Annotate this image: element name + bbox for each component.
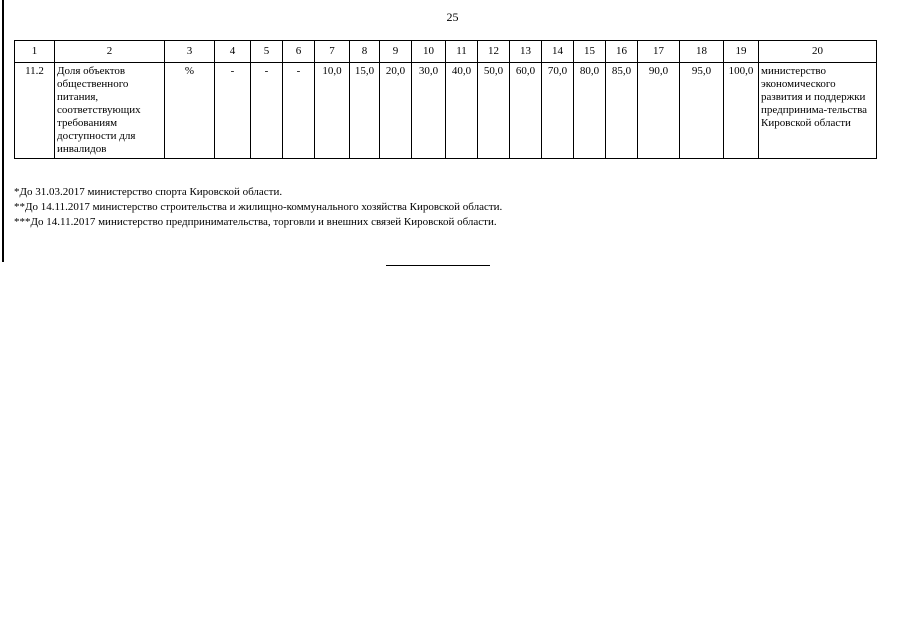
value-cell: 30,0 [412, 63, 446, 159]
value-cell: 50,0 [478, 63, 510, 159]
value-cell: - [251, 63, 283, 159]
value-cell: - [215, 63, 251, 159]
value-cell: 60,0 [510, 63, 542, 159]
header-cell: 2 [55, 41, 165, 63]
header-cell: 14 [542, 41, 574, 63]
header-cell: 5 [251, 41, 283, 63]
value-cell: 100,0 [724, 63, 759, 159]
header-cell: 8 [350, 41, 380, 63]
indicator-name-cell: Доля объектов общественного питания, соответствующих требованиям доступности для инвалидов [55, 63, 165, 159]
header-cell: 16 [606, 41, 638, 63]
indicator-table [14, 40, 877, 159]
footnote: ***До 14.11.2017 министерство предпринимательства, торговли и внешних связей Кировской области. [14, 216, 497, 228]
header-cell: 18 [680, 41, 724, 63]
value-cell: 70,0 [542, 63, 574, 159]
header-cell: 1 [15, 41, 55, 63]
header-cell: 3 [165, 41, 215, 63]
header-cell: 4 [215, 41, 251, 63]
table-header-row [15, 41, 877, 63]
value-cell: 80,0 [574, 63, 606, 159]
header-cell: 11 [446, 41, 478, 63]
header-cell: 19 [724, 41, 759, 63]
responsible-cell: министерство экономического развития и поддержки предпринима-тельства Кировской области [759, 63, 877, 159]
header-cell: 7 [315, 41, 350, 63]
header-cell: 17 [638, 41, 680, 63]
header-cell: 12 [478, 41, 510, 63]
end-divider [386, 265, 490, 266]
footnote: *До 31.03.2017 министерство спорта Кировской области. [14, 186, 283, 198]
page-number: 25 [446, 10, 459, 24]
footnote: **До 14.11.2017 министерство строительства и жилищно-коммунального хозяйства Кировской области. [14, 201, 503, 213]
row-number-cell: 11.2 [15, 63, 55, 159]
header-cell: 10 [412, 41, 446, 63]
value-cell: 90,0 [638, 63, 680, 159]
footnotes [14, 185, 502, 230]
value-cell: 20,0 [380, 63, 412, 159]
value-cell: 10,0 [315, 63, 350, 159]
header-cell: 20 [759, 41, 877, 63]
unit-cell: % [165, 63, 215, 159]
header-cell: 15 [574, 41, 606, 63]
value-cell: 40,0 [446, 63, 478, 159]
value-cell: 85,0 [606, 63, 638, 159]
header-cell: 9 [380, 41, 412, 63]
page-left-border [2, 0, 4, 262]
header-cell: 6 [283, 41, 315, 63]
header-cell: 13 [510, 41, 542, 63]
table-row [15, 63, 877, 159]
value-cell: 15,0 [350, 63, 380, 159]
value-cell: 95,0 [680, 63, 724, 159]
value-cell: - [283, 63, 315, 159]
